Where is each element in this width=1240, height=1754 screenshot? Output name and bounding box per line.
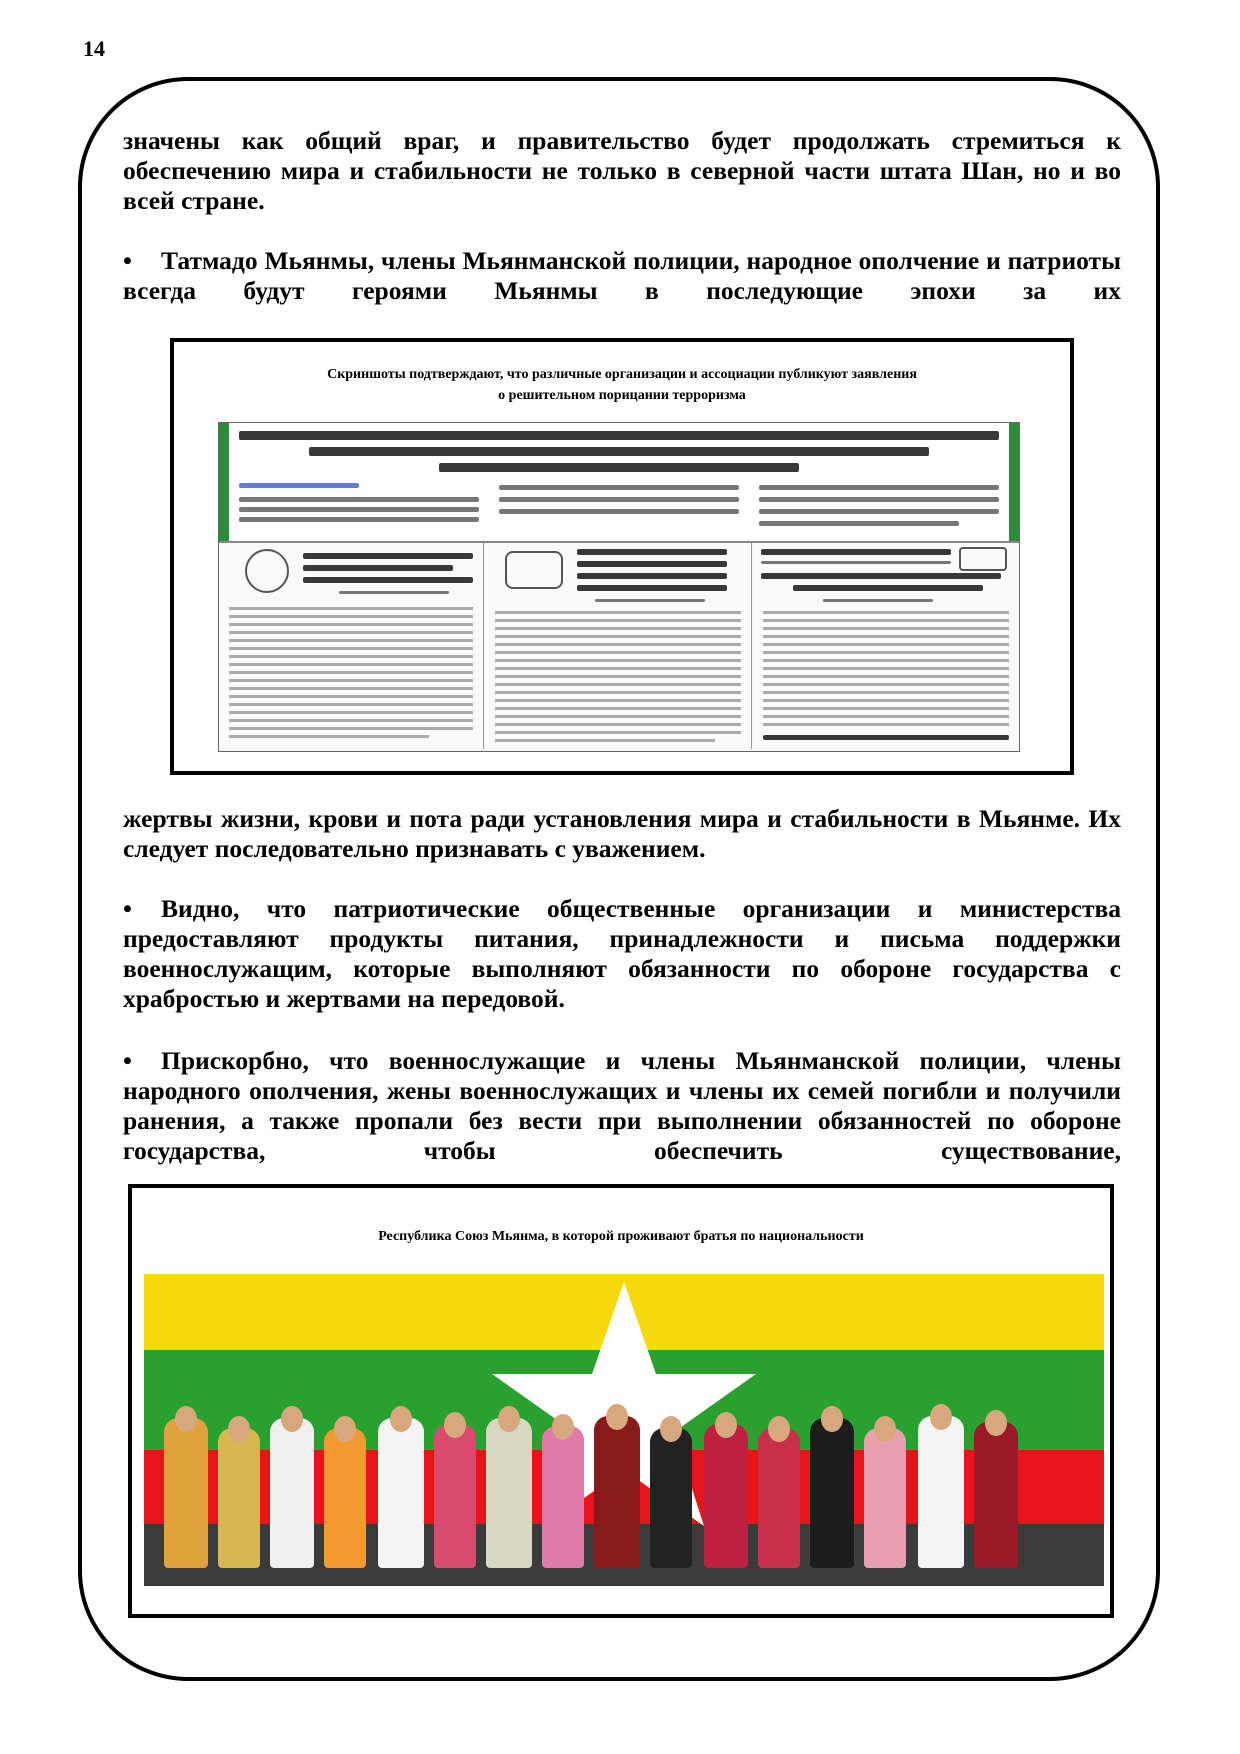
figure-caption-flag: Республика Союз Мьянма, в которой проживают братья по национальности	[378, 1229, 864, 1244]
page-number: 14	[83, 36, 105, 61]
ymba-seal-icon	[245, 549, 289, 593]
flag-photo-figure	[128, 1184, 1114, 1618]
paragraph-sacrifice: жертвы жизни, крови и пота ради установления мира и стабильности в Мьянме. Их следует последовательно признавать с уважением.	[123, 804, 1121, 863]
bullet: •	[123, 1046, 132, 1075]
newspaper-screenshot-figure	[170, 338, 1074, 775]
myanmar-flag-photo	[144, 1274, 1104, 1586]
figure-caption-line2: о решительном порицании терроризма	[498, 388, 746, 403]
figure-caption-line1: Скриншоты подтверждают, что различные организации и ассоциации публикуют заявления	[327, 367, 917, 382]
newspaper-collage-image	[218, 422, 1020, 752]
mec-logo-icon	[959, 547, 1007, 571]
paragraph-bullet-casualties: • Прискорбно, что военнослужащие и члены Мьянманской полиции, члены народного ополчения, жены военнослужащих и члены их семей погибли и получили ранения, а также пропали без вести при выполнении обязанностей по обороне государства, чтобы обеспечить существование,	[123, 1046, 1121, 1165]
newspaper-banner	[219, 423, 1019, 543]
paragraph-bullet-support: • Видно, что патриотические общественные организации и министерства предоставляют продукты питания, принадлежности и письма поддержки военнослужащим, которые выполняют обязанности по обороне государства с храбростью и жертвами на передовой.	[123, 894, 1121, 1013]
newspaper-column-ymba	[219, 543, 484, 749]
paragraph-bullet-heroes: • Татмадо Мьянмы, члены Мьянманской полиции, народное ополчение и патриоты всегда будут героями Мьянмы в последующие эпохи за их	[123, 246, 1121, 305]
newspaper-column-mec	[753, 543, 1019, 749]
newspaper-column-center	[485, 543, 752, 749]
association-logo-icon	[505, 551, 563, 589]
paragraph-continuation: значены как общий враг, и правительство будет продолжать стремиться к обеспечению мира и стабильности не только в северной части штата Шан, но и во всей стране.	[123, 126, 1121, 215]
bullet: •	[123, 246, 132, 275]
bullet: •	[123, 894, 132, 923]
